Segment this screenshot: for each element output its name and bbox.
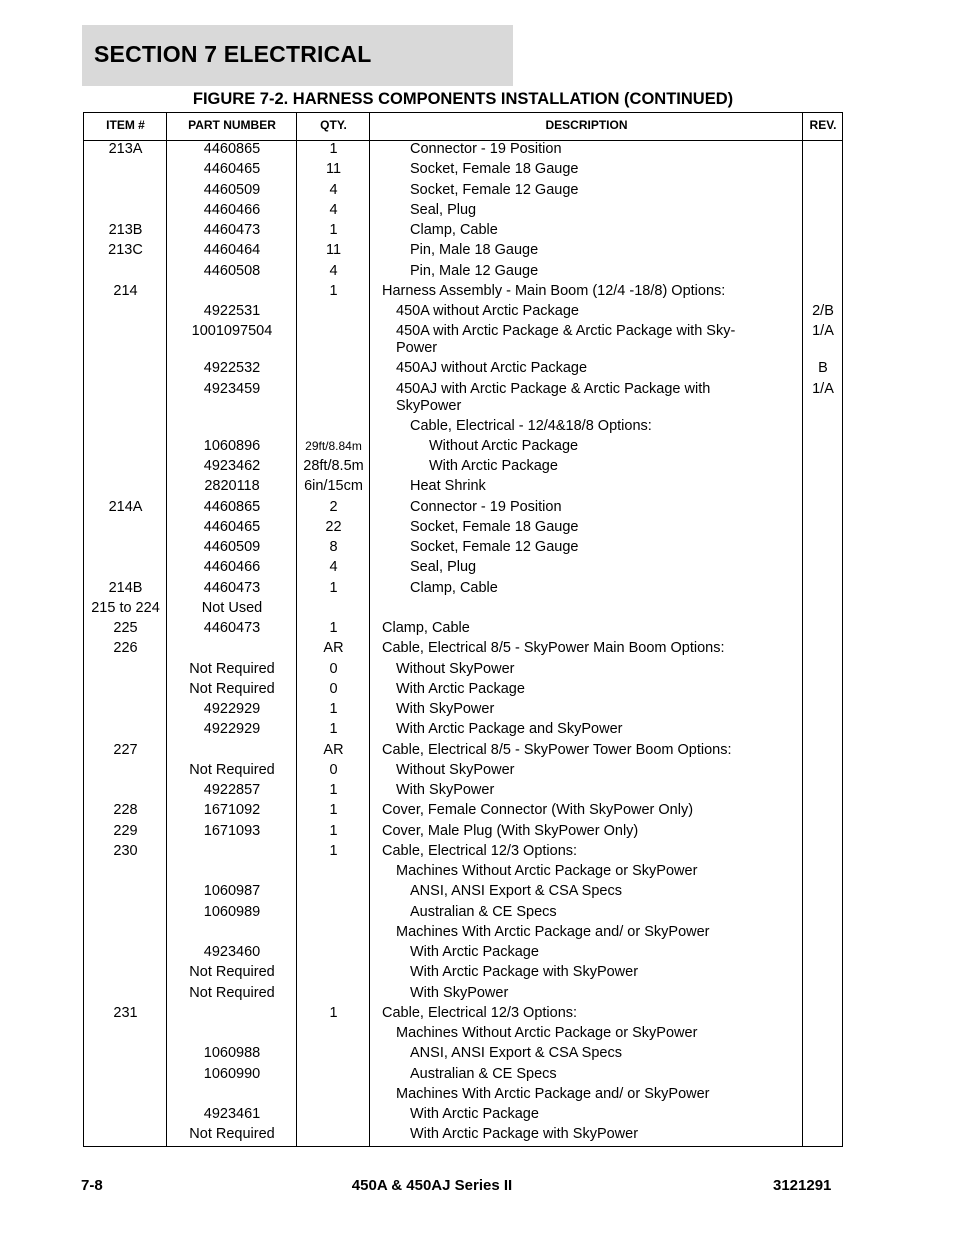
part-number: Not Required [189,964,275,981]
table-row [84,1005,842,1025]
description [370,141,803,158]
figure-title [0,90,954,109]
part-number: 4922929 [203,721,261,738]
description-text: Harness Assembly - Main Boom (12/4 -18/8) Options: [382,282,726,299]
description [370,360,803,377]
description [370,863,803,880]
description-text: Machines Without Arctic Package or SkyPower [396,1025,698,1041]
table-row [84,559,842,579]
description [370,782,803,799]
description [370,904,803,921]
table-row [84,823,842,843]
item-number: 230 [113,842,138,859]
description [370,944,803,961]
description-text: With Arctic Package and SkyPower [396,721,623,738]
table-row [84,323,842,360]
part-number: 4460466 [203,201,261,218]
section-banner [82,25,513,86]
description-text: Seal, Plug [410,559,477,576]
description-text: ANSI, ANSI Export & CSA Specs [410,883,622,900]
revision: 1/A [812,380,834,397]
description-text: Socket, Female 12 Gauge [410,539,579,555]
description [370,883,803,900]
table-row [84,182,842,202]
description-text: Socket, Female 12 Gauge [410,181,579,198]
description-text: Cable, Electrical 12/3 Options: [382,1004,578,1021]
description [370,519,803,536]
description [370,381,803,415]
description-text: Pin, Male 12 Gauge [410,262,539,279]
item-number: 226 [113,640,138,657]
quantity: 4 [329,559,338,576]
revision: 2/B [812,303,834,319]
description [370,721,803,738]
part-number: 4460865 [203,498,261,515]
table-row [84,964,842,984]
description-text: Pin, Male 18 Gauge [410,242,539,259]
description-text: 450AJ with Arctic Package & Arctic Package with [396,380,711,397]
part-number: 4460508 [203,262,261,279]
table-row [84,620,842,640]
table-row [84,438,842,458]
description-text: 450A with Arctic Package & Arctic Package with Sky- [396,323,736,340]
part-number: 4922531 [203,303,261,319]
description-text: Socket, Female 18 Gauge [410,161,579,178]
description-text: With Arctic Package [410,1106,539,1122]
quantity: 1 [329,579,338,596]
part-number: 4922857 [203,782,261,798]
item-number: 214A [108,498,143,515]
quantity: 4 [329,262,338,279]
table-row [84,944,842,964]
table-row [84,681,842,701]
description [370,438,803,455]
part-number: 1671093 [203,822,261,839]
quantity: 1 [329,822,338,839]
description-text: With Arctic Package with SkyPower [410,964,639,981]
description [370,202,803,219]
description-text: Connector - 19 Position [410,498,562,515]
description [370,242,803,259]
description [370,182,803,199]
part-number: 4460464 [203,242,261,259]
description [370,222,803,239]
quantity: 0 [329,680,338,697]
description [370,499,803,516]
description [370,964,803,981]
description [370,580,803,597]
description [370,985,803,1002]
part-number: 4460473 [203,579,261,596]
table-row [84,381,842,418]
part-number: Not Required [189,984,275,1001]
part-number: 4460465 [203,161,261,178]
figure-title-text: FIGURE 7-2. HARNESS COMPONENTS INSTALLATION (CONTINUED) [192,90,734,108]
part-number: 4460509 [203,181,261,198]
item-number: 213C [108,242,143,259]
quantity: 4 [329,181,338,198]
header-description: DESCRIPTION [545,118,628,132]
description [370,1005,803,1022]
description [370,323,803,357]
description-text: With Arctic Package [396,680,525,697]
part-number: 1060988 [203,1045,261,1062]
description-text: Cable, Electrical 8/5 - SkyPower Main Boom Options: [382,640,725,657]
table-header [84,113,842,141]
description-text: Australian & CE Specs [410,1065,557,1082]
doc-number: 3121291 [773,1177,832,1194]
table-row [84,222,842,242]
table-row [84,418,842,438]
table-row [84,924,842,944]
description [370,418,803,435]
description-text: Heat Shrink [410,478,486,495]
table-row [84,1106,842,1126]
part-number: 1060896 [203,437,261,454]
item-number: 213B [108,222,143,238]
table-row [84,1025,842,1045]
table-row [84,661,842,681]
description [370,681,803,698]
table-row [84,283,842,303]
description [370,823,803,840]
description [370,924,803,941]
quantity: 1 [329,282,338,299]
quantity: 1 [329,620,338,636]
table-row [84,1045,842,1065]
description-text: Australian & CE Specs [410,903,557,920]
description [370,161,803,178]
header-item: ITEM # [106,118,145,132]
description-text: Without Arctic Package [429,437,579,454]
quantity: 28ft/8.5m [303,458,364,474]
table-row [84,985,842,1005]
description-text: Machines With Arctic Package and/ or SkyPower [396,1085,710,1102]
part-number: 4460509 [203,539,261,555]
item-number: 214B [108,579,143,596]
header-part-number: PART NUMBER [188,118,276,132]
table-row [84,519,842,539]
part-number: 4923461 [203,1106,261,1122]
description-text: 450AJ without Arctic Package [396,360,588,377]
table-row [84,303,842,323]
quantity: 1 [329,222,338,238]
parts-table [83,112,843,1147]
quantity: 4 [329,201,338,218]
description [370,843,803,860]
part-number: Not Required [189,680,275,697]
description [370,1106,803,1123]
part-number: Not Used [201,599,263,616]
table-row [84,883,842,903]
description [370,1126,803,1143]
description-text: Cable, Electrical - 12/4&18/8 Options: [410,417,652,434]
description [370,1025,803,1042]
table-row [84,141,842,161]
table-row [84,1066,842,1086]
description-text: Cover, Male Plug (With SkyPower Only) [382,822,639,839]
quantity: 0 [329,660,338,677]
table-row [84,843,842,863]
quantity: AR [323,640,344,657]
part-number: 4460466 [203,559,261,576]
part-number: Not Required [189,761,275,778]
description [370,1066,803,1083]
description-text: ANSI, ANSI Export & CSA Specs [410,1045,622,1062]
part-number: Not Required [189,660,275,677]
description [370,458,803,475]
description [370,701,803,718]
quantity: 0 [329,761,338,778]
description [370,559,803,576]
table-row [84,863,842,883]
description-text: With Arctic Package with SkyPower [410,1126,639,1143]
table-row [84,762,842,782]
item-number: 225 [113,620,138,636]
description-text: Machines With Arctic Package and/ or SkyPower [396,923,710,940]
description [370,620,803,637]
quantity: 1 [329,141,338,157]
description-text-continued: Power [396,340,438,357]
part-number: 4460465 [203,518,261,535]
quantity: 1 [329,1004,338,1021]
quantity: 1 [329,842,338,859]
table-row [84,263,842,283]
table-row [84,701,842,721]
table-row [84,600,842,620]
quantity: 8 [329,539,338,555]
quantity: 2 [329,498,338,515]
quantity: 1 [329,782,338,798]
part-number: Not Required [189,1126,275,1143]
quantity: 1 [329,701,338,717]
part-number: 4460865 [203,141,261,157]
table-row [84,802,842,822]
description [370,762,803,779]
description-text: Connector - 19 Position [410,141,562,157]
item-number: 228 [113,802,138,819]
part-number: 4460473 [203,620,261,636]
table-row [84,242,842,262]
description [370,661,803,678]
part-number: 4923460 [203,944,261,960]
description-text: Without SkyPower [396,761,515,778]
description-text: Cable, Electrical 8/5 - SkyPower Tower Boom Options: [382,741,732,758]
revision: B [818,360,828,377]
part-number: 1001097504 [191,323,273,340]
description [370,640,803,657]
table-row [84,360,842,380]
table-row [84,539,842,559]
part-number: 4922532 [203,360,261,377]
table-body [84,141,842,1147]
description [370,1045,803,1062]
description-text: With SkyPower [396,782,495,798]
item-number: 227 [113,741,138,758]
description-text: Clamp, Cable [410,222,498,238]
table-row [84,478,842,498]
quantity: 1 [329,721,338,738]
table-row [84,1126,842,1146]
part-number: 4923462 [203,458,261,474]
part-number: 2820118 [204,478,260,495]
description [370,1086,803,1103]
table-row [84,782,842,802]
description-text: With Arctic Package [429,458,558,474]
description [370,539,803,556]
page-number: 7-8 [81,1177,103,1194]
description [370,742,803,759]
part-number: 1060989 [203,903,261,920]
quantity: AR [323,741,344,758]
part-number: 1671092 [203,802,261,819]
description [370,303,803,320]
description [370,802,803,819]
description-text: With SkyPower [410,984,509,1001]
description-text: Cable, Electrical 12/3 Options: [382,842,578,859]
description-text: Cover, Female Connector (With SkyPower Only) [382,802,694,819]
table-row [84,721,842,741]
table-row [84,904,842,924]
table-row [84,640,842,660]
table-row [84,458,842,478]
description [370,263,803,280]
part-number: 4460473 [203,222,261,238]
footer-model-text: 450A & 450AJ Series II [351,1177,513,1194]
table-row [84,1086,842,1106]
header-qty: QTY. [320,118,347,132]
description-text: 450A without Arctic Package [396,303,579,319]
description-text-continued: SkyPower [396,397,462,414]
description-text: Socket, Female 18 Gauge [410,518,579,535]
item-number: 231 [113,1004,138,1021]
table-row [84,580,842,600]
part-number: 4923459 [203,380,261,397]
quantity: 11 [325,161,342,178]
part-number: 1060987 [203,883,261,900]
section-title: SECTION 7 ELECTRICAL [94,41,372,67]
header-rev: REV. [809,118,837,132]
table-row [84,742,842,762]
description [370,283,803,300]
description-text: Without SkyPower [396,660,515,677]
table-row [84,202,842,222]
quantity: 6in/15cm [304,478,363,495]
part-number: 1060990 [203,1065,261,1082]
quantity: 1 [329,802,338,819]
description-text: Clamp, Cable [382,620,470,636]
description-text: With SkyPower [396,701,495,717]
part-number: 4922929 [203,701,261,717]
description-text: Seal, Plug [410,201,477,218]
revision: 1/A [812,323,834,340]
description-text: Machines Without Arctic Package or SkyPower [396,863,698,879]
table-row [84,161,842,181]
quantity: 29ft/8.84m [305,438,362,453]
item-number: 215 to 224 [91,599,160,616]
description-text: Clamp, Cable [410,579,498,596]
table-row [84,499,842,519]
description [370,478,803,495]
description-text: With Arctic Package [410,944,539,960]
item-number: 213A [108,141,143,157]
item-number: 229 [113,822,138,839]
item-number: 214 [113,282,138,299]
quantity: 11 [325,242,342,259]
quantity: 22 [325,518,342,535]
